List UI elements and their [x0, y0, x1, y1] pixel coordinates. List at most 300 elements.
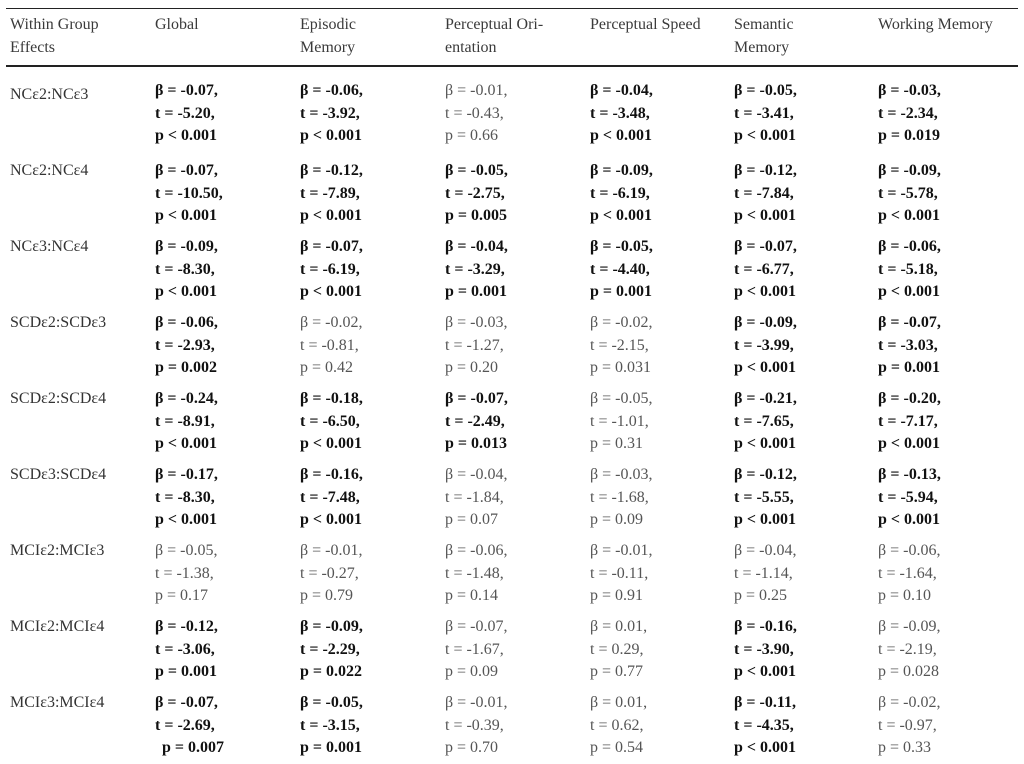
beta-value: β = -0.11, [734, 694, 796, 711]
stat-values [300, 308, 445, 380]
p-value: p = 0.001 [878, 359, 941, 376]
p-value: p = 0.79 [300, 587, 354, 604]
stat-values [590, 308, 734, 380]
table-row [10, 384, 1024, 460]
p-value: p = 0.013 [445, 435, 508, 452]
t-value: t = -0.97, [878, 716, 937, 734]
beta-value: β = -0.24, [155, 390, 218, 407]
table-header [10, 9, 1024, 70]
stat-cell-perceptual-speed [590, 536, 734, 612]
p-value: p < 0.001 [878, 207, 941, 224]
t-value: t = -2.34, [878, 104, 938, 122]
beta-value: β = -0.05, [445, 162, 508, 179]
p-value: p = 0.001 [300, 739, 363, 756]
group-comparison-label: SCDε2:SCDε3 [10, 314, 107, 331]
t-value: t = -2.29, [300, 640, 360, 658]
beta-value: β = -0.09, [300, 618, 363, 635]
p-value: p = 0.022 [300, 663, 363, 680]
stat-values [155, 384, 300, 456]
p-value: p < 0.001 [300, 511, 363, 528]
p-value: p = 0.028 [878, 663, 940, 680]
p-value: p = 0.09 [445, 663, 499, 680]
t-value: t = -2.19, [878, 640, 937, 658]
t-value: t = -3.99, [734, 336, 794, 354]
stat-values [590, 232, 734, 304]
column-header-within-group-effects [10, 9, 155, 70]
column-header-perceptual-speed [590, 9, 734, 70]
p-value: p < 0.001 [300, 127, 363, 144]
t-value: t = -6.50, [300, 412, 360, 430]
beta-value: β = -0.04, [445, 238, 508, 255]
beta-value: β = -0.03, [878, 82, 941, 99]
stat-cell-global [155, 688, 300, 764]
stat-values [155, 460, 300, 532]
beta-value: β = -0.05, [590, 390, 653, 407]
t-value: t = -7.48, [300, 488, 360, 506]
t-value: t = -3.90, [734, 640, 794, 658]
stat-cell-perceptual-speed [590, 460, 734, 536]
p-value: p = 0.09 [590, 511, 644, 528]
stat-values [590, 384, 734, 456]
beta-value: β = -0.06, [878, 542, 941, 559]
p-value: p = 0.005 [445, 207, 508, 224]
stat-cell-episodic-memory [300, 612, 445, 688]
p-value: p = 0.031 [590, 359, 652, 376]
stat-values [734, 156, 878, 228]
beta-value: β = -0.07, [155, 162, 218, 179]
t-value: t = -1.64, [878, 564, 937, 582]
stat-values [734, 688, 878, 760]
stat-cell-semantic-memory [734, 460, 878, 536]
stat-values [878, 688, 1024, 760]
t-value: t = -3.03, [878, 336, 938, 354]
p-value: p < 0.001 [300, 283, 363, 300]
stat-values [590, 612, 734, 684]
p-value: p < 0.001 [734, 663, 797, 680]
t-value: t = -8.30, [155, 488, 215, 506]
group-comparison-label: SCDε3:SCDε4 [10, 466, 107, 483]
t-value: t = -3.29, [445, 260, 505, 278]
p-value: p = 0.33 [878, 739, 932, 756]
t-value: t = -0.39, [445, 716, 504, 734]
p-value: p < 0.001 [300, 435, 363, 452]
beta-value: β = -0.02, [878, 694, 941, 711]
beta-value: β = -0.17, [155, 466, 218, 483]
t-value: t = -10.50, [155, 184, 223, 202]
t-value: t = -2.49, [445, 412, 505, 430]
stat-values [300, 536, 445, 608]
beta-value: β = -0.02, [590, 314, 653, 331]
t-value: t = -7.89, [300, 184, 360, 202]
stat-cell-perceptual-ori-entation [445, 612, 590, 688]
t-value: t = -1.14, [734, 564, 793, 582]
beta-value: β = -0.03, [445, 314, 508, 331]
p-value: p = 0.14 [445, 587, 499, 604]
stat-values [300, 156, 445, 228]
stat-values [155, 156, 300, 228]
beta-value: β = -0.04, [445, 466, 508, 483]
beta-value: β = -0.09, [878, 618, 941, 635]
beta-value: β = -0.16, [300, 466, 363, 483]
stat-cell-perceptual-ori-entation [445, 460, 590, 536]
t-value: t = -1.38, [155, 564, 214, 582]
beta-value: β = -0.12, [734, 466, 797, 483]
p-value: p = 0.007 [162, 739, 225, 756]
stat-cell-semantic-memory [734, 232, 878, 308]
group-comparison-label: MCIε2:MCIε3 [10, 542, 105, 559]
beta-value: β = -0.20, [878, 390, 941, 407]
column-header-episodic-memory [300, 9, 445, 70]
t-value: t = -6.19, [590, 184, 650, 202]
t-value: t = -1.48, [445, 564, 504, 582]
stat-cell-perceptual-speed [590, 156, 734, 232]
beta-value: β = -0.07, [878, 314, 941, 331]
t-value: t = -6.19, [300, 260, 360, 278]
t-value: t = 0.62, [590, 716, 644, 734]
t-value: t = -0.27, [300, 564, 359, 582]
t-value: t = -2.15, [590, 336, 649, 354]
beta-value: β = -0.01, [590, 542, 653, 559]
within-group-effects-table [10, 9, 1024, 764]
beta-value: β = -0.06, [878, 238, 941, 255]
p-value: p = 0.70 [445, 739, 499, 756]
stat-cell-working-memory [878, 232, 1024, 308]
column-header-line: Perceptual Speed [590, 16, 701, 33]
column-header-line: Memory [734, 38, 790, 56]
stat-values [878, 460, 1024, 532]
stat-cell-perceptual-ori-entation [445, 232, 590, 308]
beta-value: β = -0.09, [734, 314, 797, 331]
p-value: p = 0.001 [155, 663, 218, 680]
stat-cell-working-memory [878, 460, 1024, 536]
beta-value: β = -0.03, [590, 466, 653, 483]
p-value: p = 0.91 [590, 587, 644, 604]
stat-cell-global [155, 232, 300, 308]
stat-values [590, 80, 734, 148]
column-header-line: Global [155, 16, 199, 33]
stat-cell-global [155, 460, 300, 536]
t-value: t = -3.06, [155, 640, 215, 658]
stat-cell-semantic-memory [734, 688, 878, 764]
table-row [10, 156, 1024, 232]
stat-values [445, 308, 590, 380]
t-value: t = -4.35, [734, 716, 794, 734]
stat-cell-episodic-memory [300, 232, 445, 308]
beta-value: β = -0.06, [445, 542, 508, 559]
p-value: p = 0.54 [590, 739, 644, 756]
stat-cell-working-memory [878, 612, 1024, 688]
stat-values [155, 80, 300, 148]
stat-cell-perceptual-speed [590, 308, 734, 384]
beta-value: β = -0.13, [878, 466, 941, 483]
p-value: p < 0.001 [734, 739, 797, 756]
stat-values [445, 612, 590, 684]
column-header-line: Semantic [734, 16, 794, 33]
header-row [10, 9, 1024, 70]
p-value: p < 0.001 [734, 283, 797, 300]
beta-value: β = -0.01, [300, 542, 363, 559]
t-value: t = -5.94, [878, 488, 938, 506]
t-value: t = -1.01, [590, 412, 649, 430]
p-value: p < 0.001 [590, 127, 653, 144]
stat-cell-working-memory [878, 156, 1024, 232]
p-value: p = 0.001 [445, 283, 508, 300]
p-value: p < 0.001 [734, 511, 797, 528]
p-value: p = 0.42 [300, 359, 354, 376]
stat-cell-episodic-memory [300, 688, 445, 764]
table-row [10, 612, 1024, 688]
t-value: t = -7.84, [734, 184, 794, 202]
stat-cell-episodic-memory [300, 156, 445, 232]
t-value: t = -4.40, [590, 260, 650, 278]
t-value: t = -7.65, [734, 412, 794, 430]
stat-values [734, 384, 878, 456]
stat-values [590, 536, 734, 608]
group-comparison-label: NCε2:NCε3 [10, 86, 89, 103]
stat-cell-perceptual-ori-entation [445, 536, 590, 612]
p-value: p < 0.001 [155, 207, 218, 224]
beta-value: β = -0.05, [590, 238, 653, 255]
stat-cell-working-memory [878, 308, 1024, 384]
beta-value: β = -0.07, [155, 694, 218, 711]
beta-value: β = -0.04, [734, 542, 797, 559]
stat-values [590, 460, 734, 532]
p-value: p = 0.77 [590, 663, 644, 680]
stat-values [734, 612, 878, 684]
t-value: t = -3.15, [300, 716, 360, 734]
stat-cell-working-memory [878, 536, 1024, 612]
beta-value: β = -0.04, [590, 82, 653, 99]
t-value: t = -5.55, [734, 488, 794, 506]
group-comparison-label: NCε2:NCε4 [10, 162, 89, 179]
beta-value: β = -0.12, [300, 162, 363, 179]
p-value: p < 0.001 [155, 283, 218, 300]
stat-values [445, 460, 590, 532]
stat-cell-perceptual-ori-entation [445, 688, 590, 764]
stat-values [445, 536, 590, 608]
p-value: p < 0.001 [300, 207, 363, 224]
stat-cell-semantic-memory [734, 308, 878, 384]
stat-cell-semantic-memory [734, 156, 878, 232]
stat-cell-episodic-memory [300, 70, 445, 156]
p-value: p < 0.001 [155, 511, 218, 528]
stat-cell-perceptual-speed [590, 612, 734, 688]
t-value: t = -8.30, [155, 260, 215, 278]
beta-value: β = -0.05, [300, 694, 363, 711]
stat-cell-perceptual-ori-entation [445, 70, 590, 156]
beta-value: β = -0.01, [445, 694, 508, 711]
p-value: p < 0.001 [590, 207, 653, 224]
t-value: t = -6.77, [734, 260, 794, 278]
beta-value: β = -0.21, [734, 390, 797, 407]
p-value: p < 0.001 [734, 127, 797, 144]
t-value: t = -1.67, [445, 640, 504, 658]
p-value: p = 0.001 [590, 283, 653, 300]
table-row [10, 232, 1024, 308]
t-value: t = -1.68, [590, 488, 649, 506]
beta-value: β = -0.09, [155, 238, 218, 255]
t-value: t = -7.17, [878, 412, 938, 430]
t-value: t = -3.48, [590, 104, 650, 122]
stat-values [300, 384, 445, 456]
stat-values [590, 156, 734, 228]
beta-value: β = -0.07, [445, 390, 508, 407]
t-value: t = -2.69, [155, 716, 215, 734]
stat-values [878, 384, 1024, 456]
stat-values [445, 156, 590, 228]
stat-values [300, 612, 445, 684]
beta-value: β = 0.01, [590, 694, 648, 711]
stat-cell-global [155, 308, 300, 384]
stat-values [878, 80, 1024, 148]
stat-values [300, 688, 445, 760]
column-header-line: Perceptual Ori- [445, 16, 544, 33]
stat-cell-perceptual-ori-entation [445, 156, 590, 232]
stat-cell-global [155, 384, 300, 460]
stat-values [155, 308, 300, 380]
stat-cell-global [155, 612, 300, 688]
stat-cell-perceptual-speed [590, 384, 734, 460]
stat-values [300, 232, 445, 304]
beta-value: β = -0.07, [445, 618, 508, 635]
beta-value: β = -0.12, [734, 162, 797, 179]
stat-cell-perceptual-ori-entation [445, 308, 590, 384]
beta-value: β = -0.06, [300, 82, 363, 99]
beta-value: β = 0.01, [590, 618, 648, 635]
t-value: t = 0.29, [590, 640, 644, 658]
stat-values [445, 384, 590, 456]
p-value: p = 0.019 [878, 127, 941, 144]
column-header-line: Within Group [10, 16, 99, 33]
t-value: t = -0.43, [445, 104, 504, 122]
beta-value: β = -0.09, [878, 162, 941, 179]
stat-values [445, 232, 590, 304]
stat-cell-global [155, 156, 300, 232]
column-header-line: entation [445, 38, 497, 56]
group-comparison-label: MCIε2:MCIε4 [10, 618, 105, 635]
beta-value: β = -0.07, [155, 82, 218, 99]
t-value: t = -5.18, [878, 260, 938, 278]
stat-values [734, 460, 878, 532]
t-value: t = -2.93, [155, 336, 215, 354]
stat-values [734, 232, 878, 304]
p-value: p < 0.001 [155, 435, 218, 452]
beta-value: β = -0.07, [300, 238, 363, 255]
column-header-semantic-memory [734, 9, 878, 70]
beta-value: β = -0.01, [445, 82, 508, 99]
beta-value: β = -0.07, [734, 238, 797, 255]
p-value: p = 0.002 [155, 359, 218, 376]
beta-value: β = -0.05, [734, 82, 797, 99]
stat-values [300, 460, 445, 532]
stat-values [734, 80, 878, 148]
stat-cell-episodic-memory [300, 384, 445, 460]
stat-cell-perceptual-speed [590, 70, 734, 156]
beta-value: β = -0.16, [734, 618, 797, 635]
t-value: t = -8.91, [155, 412, 215, 430]
p-value: p = 0.66 [445, 127, 499, 144]
p-value: p = 0.07 [445, 511, 499, 528]
stat-cell-perceptual-speed [590, 688, 734, 764]
t-value: t = -5.78, [878, 184, 938, 202]
stat-values [878, 612, 1024, 684]
stat-values [155, 536, 300, 608]
p-value: p < 0.001 [155, 127, 218, 144]
stat-values [878, 156, 1024, 228]
stat-cell-episodic-memory [300, 460, 445, 536]
t-value: t = -3.41, [734, 104, 794, 122]
t-value: t = -0.11, [590, 564, 649, 582]
table-body [10, 70, 1024, 764]
table-row [10, 688, 1024, 764]
p-value: p = 0.17 [155, 587, 209, 604]
p-value: p = 0.31 [590, 435, 644, 452]
stat-values [590, 688, 734, 760]
stat-values [734, 536, 878, 608]
beta-value: β = -0.18, [300, 390, 363, 407]
t-value: t = -3.92, [300, 104, 360, 122]
beta-value: β = -0.06, [155, 314, 218, 331]
beta-value: β = -0.12, [155, 618, 218, 635]
stat-cell-working-memory [878, 384, 1024, 460]
column-header-perceptual-ori-entation [445, 9, 590, 70]
stat-values [155, 688, 300, 760]
stat-values [155, 232, 300, 304]
t-value: t = -5.20, [155, 104, 215, 122]
stat-cell-global [155, 536, 300, 612]
stat-cell-perceptual-ori-entation [445, 384, 590, 460]
stat-cell-perceptual-speed [590, 232, 734, 308]
stat-cell-working-memory [878, 70, 1024, 156]
column-header-line: Memory [300, 38, 356, 56]
p-value: p = 0.10 [878, 587, 932, 604]
stat-values [878, 308, 1024, 380]
stat-values [445, 80, 590, 148]
beta-value: β = -0.09, [590, 162, 653, 179]
column-header-line: Effects [10, 38, 56, 56]
stat-values [734, 308, 878, 380]
stat-cell-semantic-memory [734, 612, 878, 688]
p-value: p < 0.001 [878, 435, 941, 452]
group-comparison-label: MCIε3:MCIε4 [10, 694, 105, 711]
p-value: p < 0.001 [878, 511, 941, 528]
stat-values [155, 612, 300, 684]
stat-cell-episodic-memory [300, 308, 445, 384]
beta-value: β = -0.05, [155, 542, 218, 559]
p-value: p < 0.001 [734, 207, 797, 224]
table-row [10, 70, 1024, 156]
column-header-global [155, 9, 300, 70]
column-header-line: Episodic [300, 16, 356, 33]
p-value: p < 0.001 [734, 435, 797, 452]
p-value: p = 0.20 [445, 359, 499, 376]
t-value: t = -0.81, [300, 336, 359, 354]
stat-values [300, 80, 445, 148]
t-value: t = -1.84, [445, 488, 504, 506]
stat-cell-semantic-memory [734, 384, 878, 460]
stat-cell-semantic-memory [734, 70, 878, 156]
table-row [10, 460, 1024, 536]
stat-cell-episodic-memory [300, 536, 445, 612]
stat-cell-global [155, 70, 300, 156]
table-row [10, 308, 1024, 384]
t-value: t = -1.27, [445, 336, 504, 354]
p-value: p < 0.001 [878, 283, 941, 300]
group-comparison-label: SCDε2:SCDε4 [10, 390, 107, 407]
table-row [10, 536, 1024, 612]
stat-values [878, 536, 1024, 608]
column-header-working-memory [878, 9, 1024, 70]
